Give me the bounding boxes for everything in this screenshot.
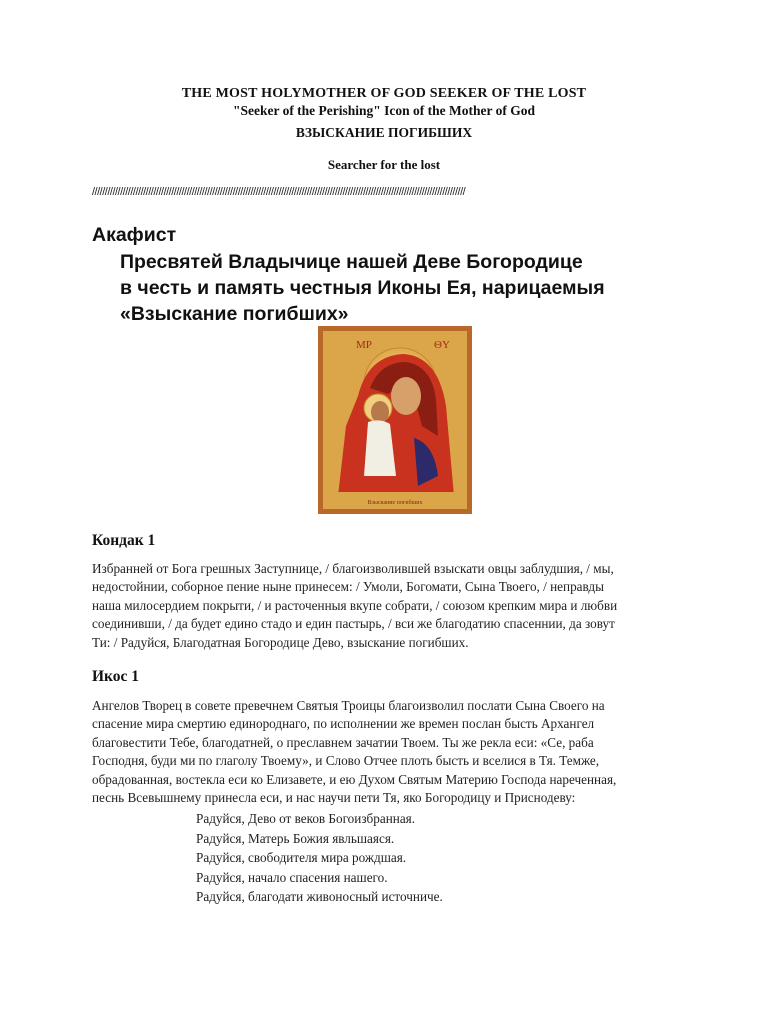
akathist-title-line: в честь и память честныя Иконы Ея, нарицаемыя [120, 277, 605, 299]
rejoice-line: Радуйся, начало спасения нашего. [196, 869, 388, 885]
icon-inscription-right: ΘY [434, 339, 450, 351]
akathist-title [120, 249, 720, 327]
separator-line: ////////////////////////////////////////////////////////////////////////////////////////////////////////////////////////////////////////////////// [92, 186, 466, 198]
ikos-line: спасение мира смертию единороднаго, по исполнении же времен послан бысть Архангел [92, 716, 595, 732]
child-face [371, 401, 389, 423]
rejoice-list [196, 809, 443, 907]
ikos-title: Икос 1 [92, 668, 140, 685]
ikos-line: песнь Всевышнему принесла еси, и нас научи пети Тя, яко Богородицу и Приснодеву: [92, 790, 576, 806]
kondak-title: Кондак 1 [92, 532, 156, 549]
ikos-line: обрадованная, востекла еси ко Елизавете, и ею Духом Святым Материю Господа нареченная, [92, 771, 617, 787]
akathist-label: Акафист [92, 224, 177, 246]
kondak-line: недостойнии, соборное пение ныне принесем: / Умоли, Богомати, Сына Твоего, / неправды [92, 579, 604, 595]
ikos-line: благовестити Тебе, благодатней, о преславнем зачатии Твоем. Ты же рекла еси: «Се, раба [92, 734, 594, 750]
rejoice-line: Радуйся, Матерь Божия явльшаяся. [196, 830, 395, 846]
kondak-line: Избранней от Бога грешных Заступнице, / благоизволившей взыскати овцы заблудшия, / мы, [92, 561, 614, 576]
akathist-title-line: «Взыскание погибших» [120, 303, 349, 325]
rejoice-line: Радуйся, благодати живоносный источниче. [196, 889, 443, 904]
icon-inscription-left: MP [356, 339, 372, 351]
ikos-line: Ангелов Творец в совете превечнем Святыя Троицы благоизволил послати Сына Своего на [92, 698, 605, 713]
rejoice-line: Радуйся, свободителя мира рождшая. [196, 850, 407, 865]
icon-image [318, 326, 472, 514]
header-title-russian: ВЗЫСКАНИЕ ПОГИБШИХ [295, 125, 473, 140]
icon-caption: Взыскание погибших [367, 500, 423, 506]
mother-face [391, 377, 421, 415]
ikos-text [92, 697, 702, 807]
kondak-line: Ти: / Радуйся, Благодатная Богородице Дево, взыскание погибших. [92, 634, 469, 650]
header-subtitle-english: "Seeker of the Perishing" Icon of the Mother of God [232, 103, 536, 118]
header-searcher: Searcher for the lost [327, 157, 441, 172]
kondak-line: наша милосердием покрыти, / и расточенныя вкупе собрати, / союзом крепким мира и любви [92, 597, 618, 613]
akathist-title-line: Пресвятей Владычице нашей Деве Богородице [120, 251, 583, 273]
ikos-line: Господня, буди ми по глаголу Твоему», и Слово Отчее плоть бысть и вселися в Тя. Темже, [92, 753, 600, 769]
kondak-text [92, 560, 702, 652]
rejoice-line: Радуйся, Дево от веков Богоизбранная. [196, 811, 416, 826]
header-title-english: THE MOST HOLYMOTHER OF GOD SEEKER OF THE LOST [181, 86, 587, 101]
kondak-line: соединивши, / да будет едино стадо и един пастырь, / вси же благодатию спасеннии, да зовут [92, 616, 615, 632]
